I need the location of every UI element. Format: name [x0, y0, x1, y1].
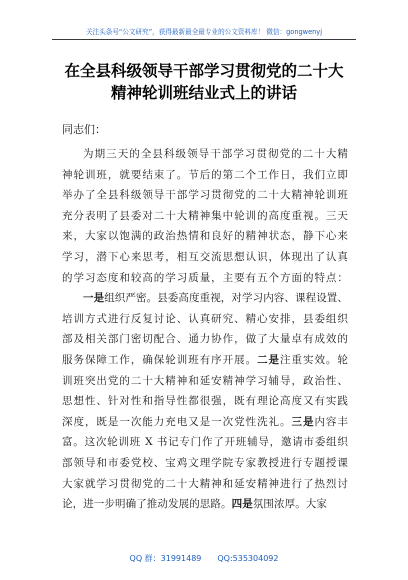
title-line-2: 精神轮训班结业式上的讲话 — [110, 84, 297, 102]
footer-qq[interactable]: QQ:535304092 — [217, 554, 279, 563]
body-line — [62, 288, 348, 309]
body-text-run: 深度，既是一次能力充电又是一次党性洗礼。 — [62, 415, 292, 428]
emphasis-label: 一是 — [83, 292, 105, 305]
speech-body — [62, 144, 348, 515]
body-text-run: 的学习态度和较高的学习质量，主要有五个方面的特点： — [62, 271, 348, 284]
body-line — [62, 350, 348, 371]
body-text-run: 思想性、针对性和指导性都很强，既有理论高度又有实践 — [62, 395, 348, 408]
body-line — [62, 226, 348, 247]
body-text-run: 充分表明了县委对二十大精神集中轮训的高度重视。三天 — [62, 209, 348, 222]
body-text-run: 部及相关部门密切配合、通力协作，做了大量卓有成效的 — [62, 333, 348, 346]
body-text-run: 组织严密。县委高度重视，对学习内容、课程设置、 — [104, 292, 348, 305]
body-text-run: 论，进一步明确了推动发展的思路。 — [62, 498, 232, 511]
body-text-run: 服务保障工作，确保轮训班有序开展。 — [62, 353, 258, 366]
body-text-run: 注重实效。轮 — [280, 353, 348, 366]
body-text-run: 训班突出党的二十大精神和延安精神学习辅导，政治性、 — [62, 374, 348, 387]
body-line — [62, 453, 348, 474]
footer-contact — [0, 552, 408, 566]
body-text-run: 氛围浓厚。大家 — [252, 498, 328, 511]
emphasis-label: 三是 — [291, 415, 315, 428]
body-line — [62, 329, 348, 350]
body-text-run: 为期三天的全县科级领导干部学习贯彻党的二十大精 — [83, 148, 348, 160]
body-text-run: 部领导和市委党校、宝鸡文理学院专家教授进行专题授课 — [62, 456, 348, 469]
emphasis-label: 四是 — [231, 498, 253, 511]
body-line — [62, 474, 348, 495]
body-line — [62, 309, 348, 330]
body-line — [62, 165, 348, 186]
body-line — [62, 206, 348, 227]
body-line — [62, 247, 348, 268]
body-text-run: 大家就学习贯彻党的二十大精神和延安精神进行了热烈讨 — [62, 477, 348, 490]
salutation: 同志们： — [62, 123, 106, 136]
title-line-1: 在全县科级领导干部学习贯彻党的二十大 — [64, 62, 344, 80]
body-line — [62, 268, 348, 289]
body-text-run: 学习，潜下心来思考，相互交流思想认识，体现出了认真 — [62, 250, 348, 263]
body-line — [62, 144, 348, 165]
body-text-run: 富。这次轮训班 X 书记专门作了开班辅导，邀请市委组织 — [62, 436, 348, 449]
emphasis-label: 二是 — [257, 353, 281, 366]
body-text-run: 培训方式进行反复讨论、认真研究、精心安排，县委组织 — [62, 312, 348, 325]
body-line — [62, 371, 348, 392]
body-line — [62, 185, 348, 206]
body-text-run: 举办了全县科级领导干部学习贯彻党的二十大精神轮训班 — [62, 189, 348, 202]
header-banner[interactable]: 关注头条号“公文研究”，获得最新最全最专业的公文资料库！ 微信：gongwenyj — [85, 28, 323, 36]
body-line — [62, 432, 348, 453]
page-title — [40, 60, 368, 104]
body-text-run: 内容丰 — [314, 415, 348, 428]
body-line — [62, 494, 348, 515]
body-text-run: 来，大家以饱满的政治热情和良好的精神状态，静下心来 — [62, 230, 348, 243]
body-text-run: 神轮训班，就要结束了。节后的第二个工作日，我们立即 — [62, 168, 348, 181]
body-line — [62, 412, 348, 433]
footer-qq-group[interactable]: QQ 群：31991489 — [129, 554, 202, 563]
body-line — [62, 391, 348, 412]
header-divider — [52, 39, 356, 40]
